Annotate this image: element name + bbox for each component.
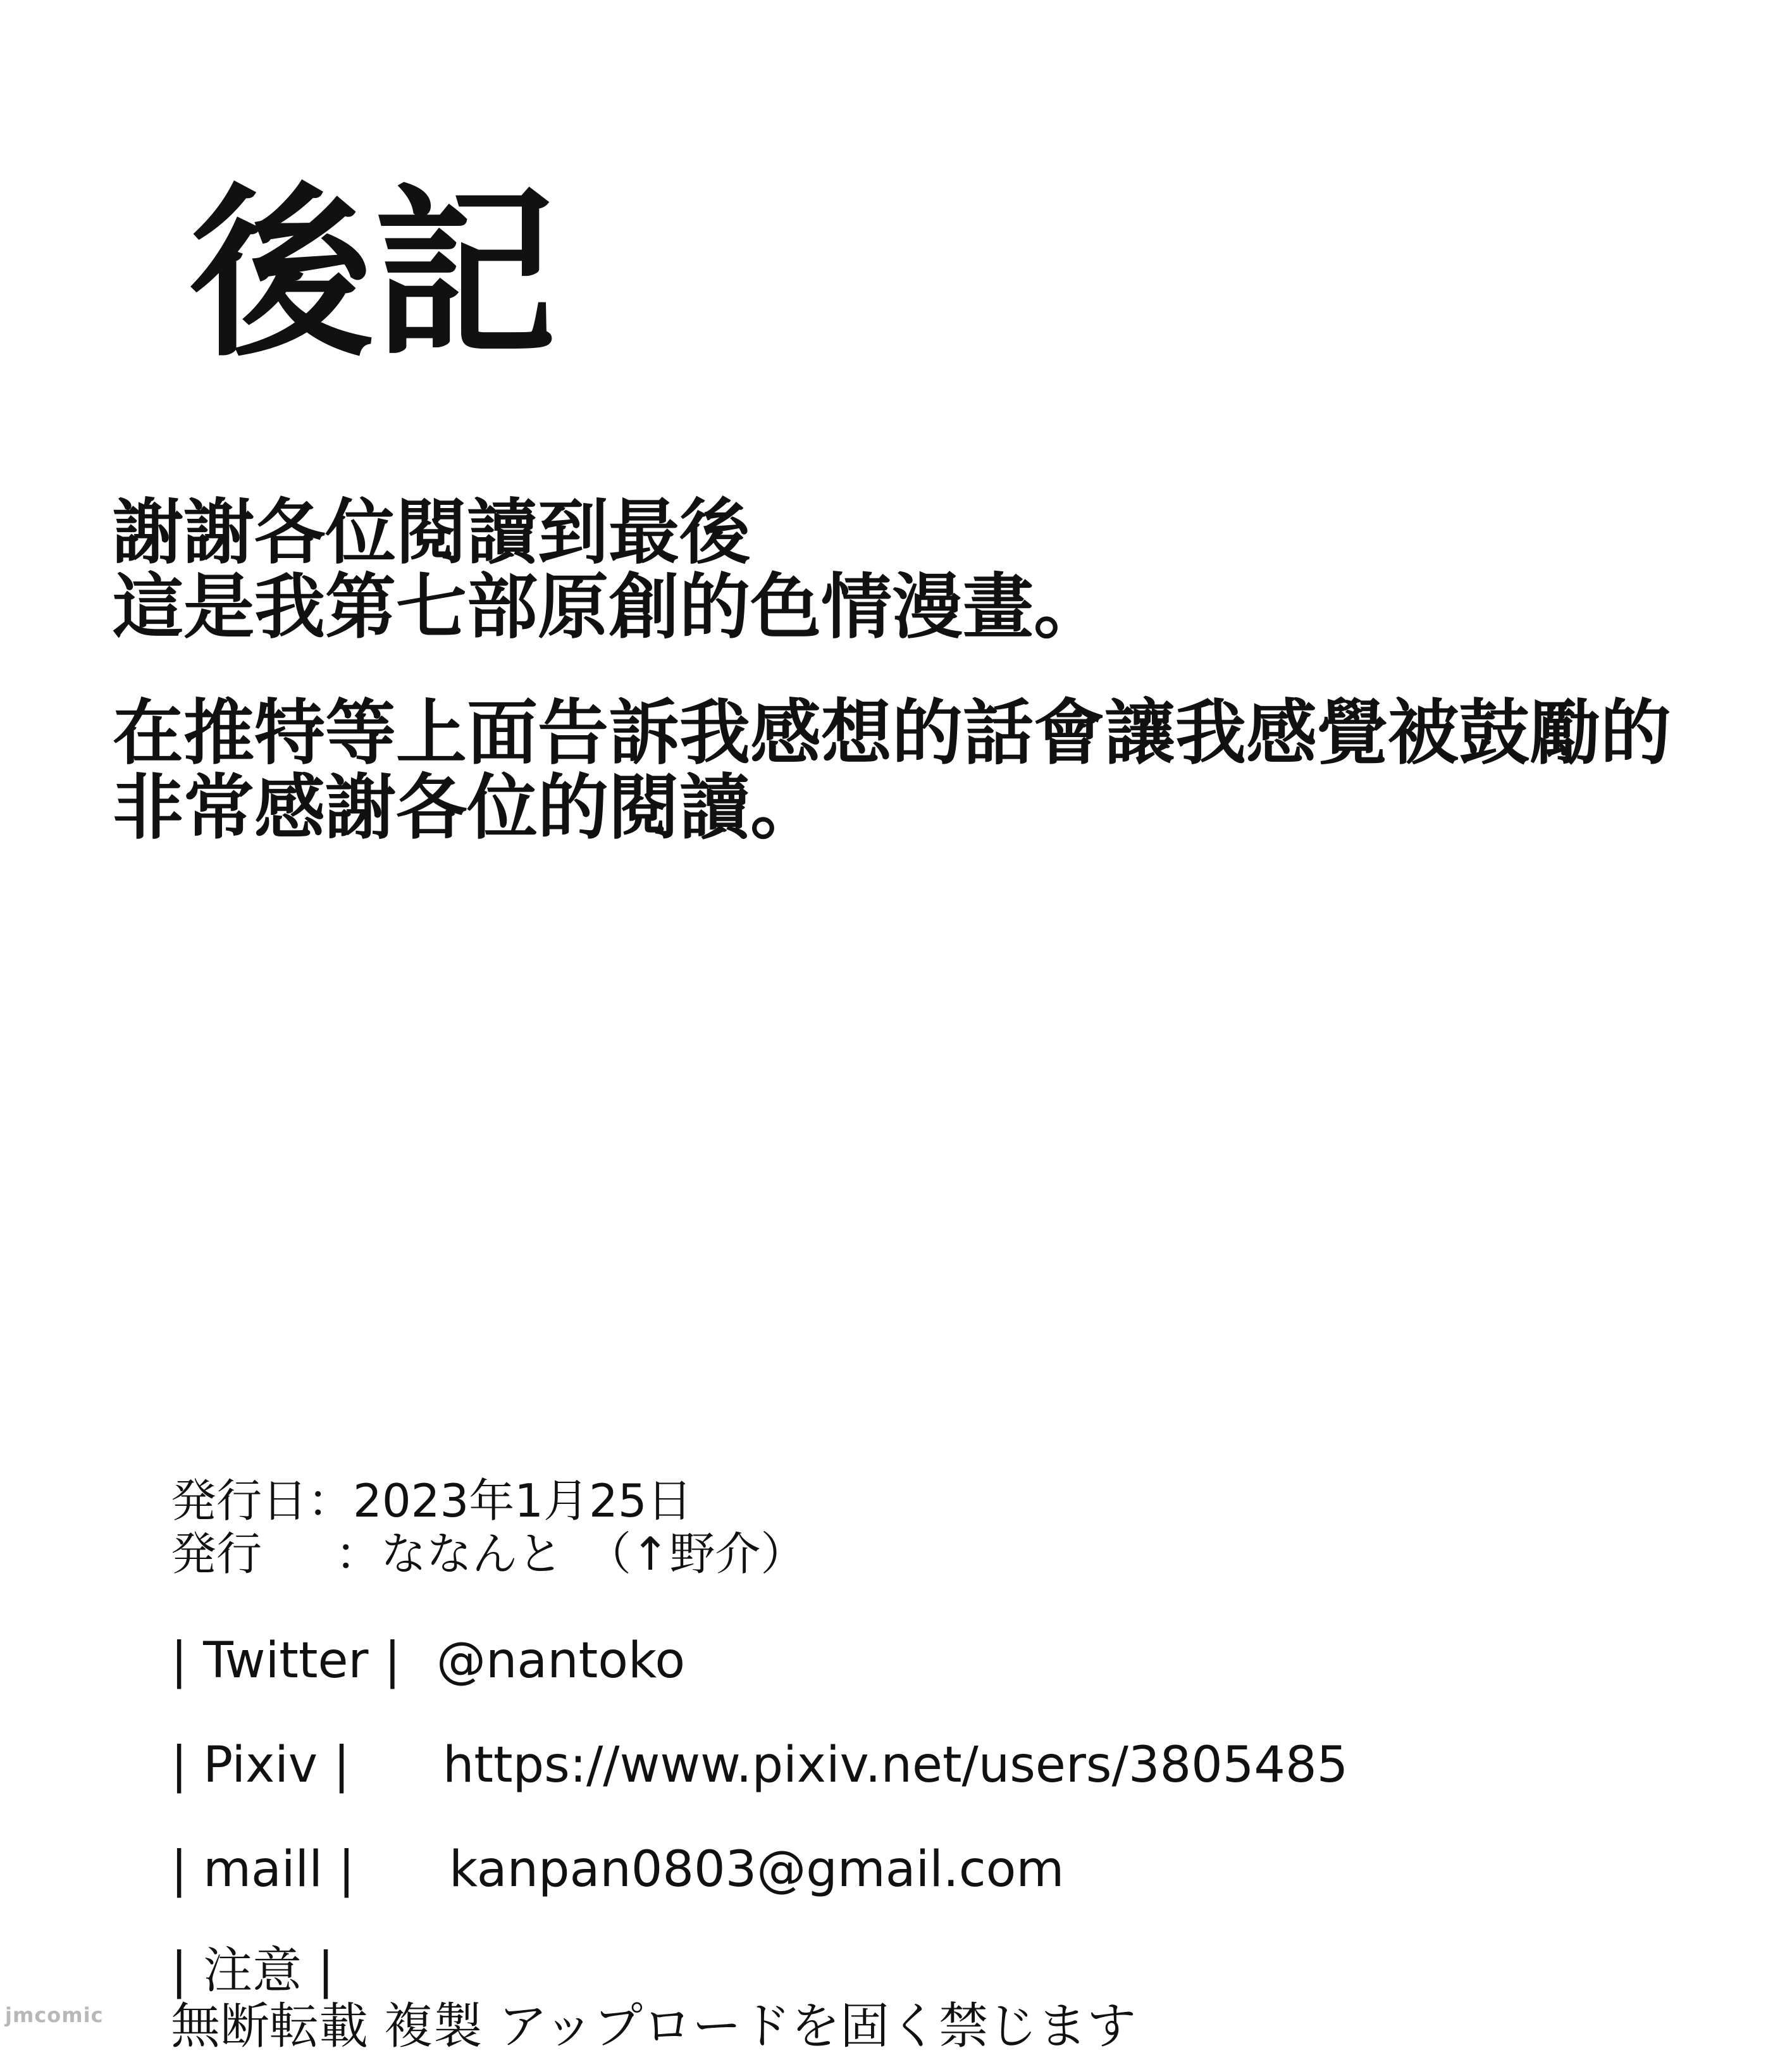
twitter-label: | Twitter | bbox=[171, 1632, 401, 1689]
publish-date-value: ：2023年1月25日 bbox=[307, 1474, 693, 1527]
pixiv-label: | Pixiv | bbox=[171, 1737, 350, 1794]
publish-date-label: 発行日 bbox=[171, 1474, 308, 1527]
twitter-row bbox=[171, 1632, 685, 1689]
twitter-handle[interactable]: @nantoko bbox=[436, 1632, 686, 1689]
page-title: 後記 bbox=[190, 168, 557, 382]
notice-heading: | 注意 | bbox=[171, 1942, 335, 1999]
mail-address-link[interactable]: kanpan0803@gmail.com bbox=[449, 1841, 1065, 1898]
publisher-label: 発行 bbox=[171, 1527, 263, 1580]
feedback-line-1: 在推特等上面告訴我感想的話會讓我感覺被鼓勵的 bbox=[113, 692, 1671, 774]
thanks-line-1: 謝謝各位閱讀到最後 bbox=[113, 492, 750, 574]
pixiv-url-link[interactable]: https://www.pixiv.net/users/3805485 bbox=[443, 1737, 1349, 1794]
pixiv-row bbox=[171, 1737, 1348, 1794]
feedback-line-2: 非常感謝各位的閱讀。 bbox=[113, 767, 821, 849]
publish-date-row bbox=[171, 1474, 806, 1527]
watermark-logo: jmcomic bbox=[5, 2003, 104, 2027]
thanks-message bbox=[113, 492, 1104, 649]
mail-label: | maill | bbox=[171, 1841, 355, 1898]
feedback-message bbox=[113, 692, 1671, 849]
publisher-value: ：ななんと （↑野介） bbox=[335, 1527, 806, 1580]
publisher-row bbox=[171, 1527, 806, 1580]
notice-body: 無断転載 複製 アップロードを固く禁じます bbox=[171, 1998, 1137, 2055]
mail-row bbox=[171, 1841, 1064, 1898]
thanks-line-2: 這是我第七部原創的色情漫畫。 bbox=[113, 566, 1104, 649]
colophon bbox=[171, 1474, 806, 1580]
